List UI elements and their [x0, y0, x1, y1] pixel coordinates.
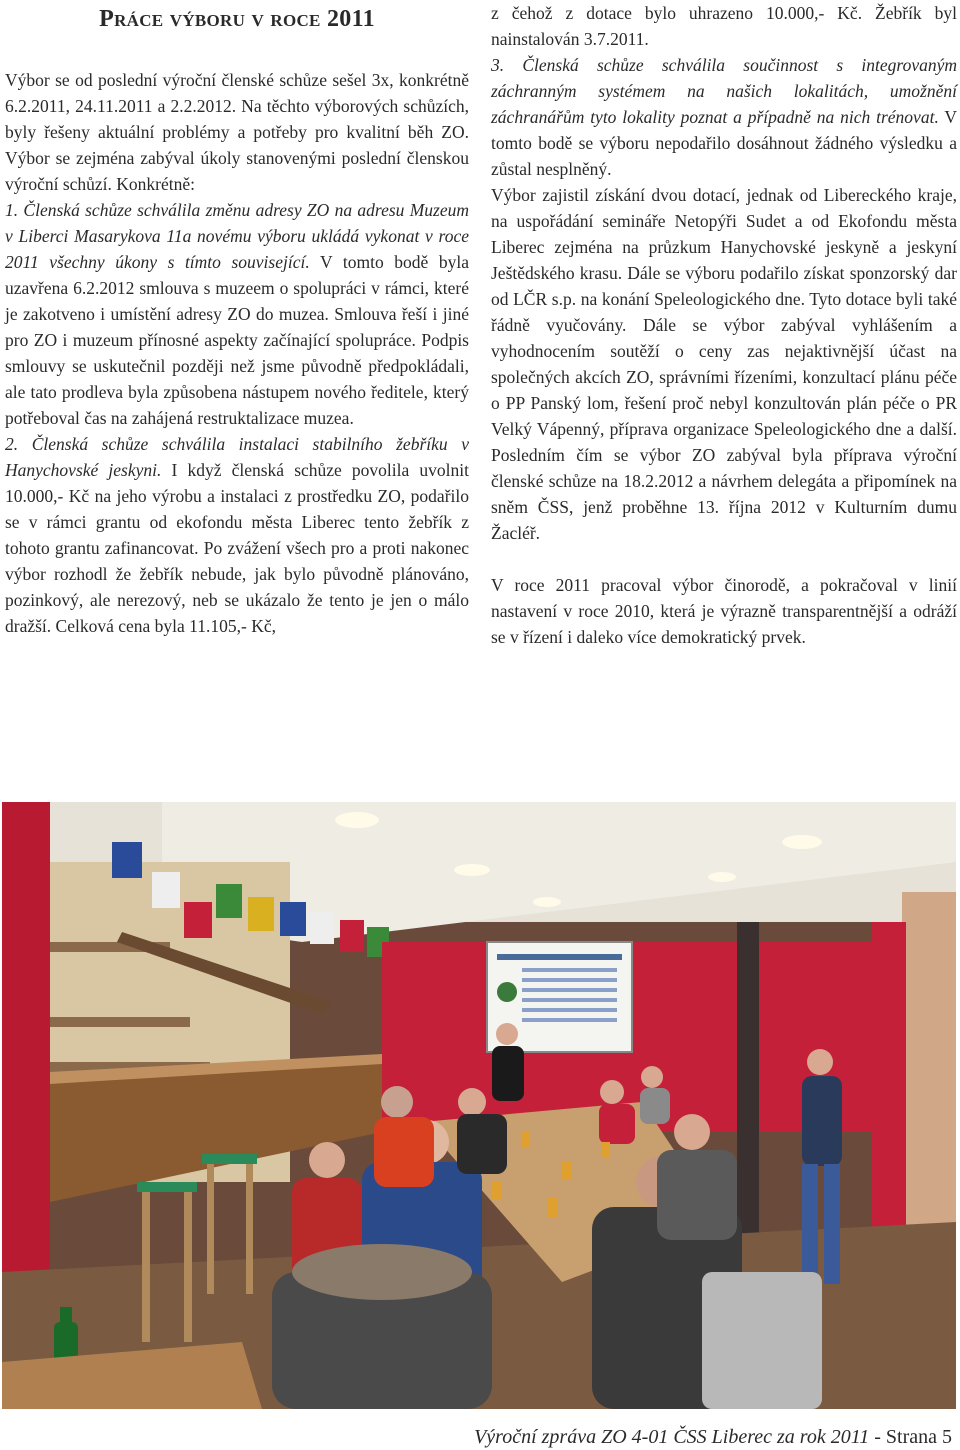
page-footer — [0, 1424, 952, 1450]
grants-paragraph: Výbor zajistil získání dvou dotací, jednak od Libereckého kraje, na uspořádání semináře Netopýři Sudet a od Ekofondu města Liberec zejména na průzkum Hanychovské jeskyně a jeskyní Ještědského krasu. Dále se výboru podařilo získat sponzorský dar od LČR s.p. na konání Speleologického dne. Tyto dotace byli také řádně vyučovány. Dále se výbor zabýval vyhlášením a vyhodnocením soutěží o ceny zas nejaktivnější účast na společných akcích ZO, správními řízeními, konzultací plánu péče o PP Panský lom, řešení proč nebyl konzultován plán péče o PR Velký Vápenný, příprava organizace Speleologického dne a další. Posledním čím se výbor ZO zabýval byla příprava výroční členské schůze na 18.2.2012 a návrhem delegáta a připomínek na sněm ČSS, jenž proběhne 13. října 2012 v Kulturním dumu Žacléř. — [491, 185, 957, 543]
meeting-photo — [2, 802, 956, 1409]
report-title: Výroční zpráva ZO 4-01 ČSS Liberec za rok 2011 — [474, 1426, 870, 1448]
item1-outcome: V tomto bodě byla uzavřena 6.2.2012 smlouva s muzeem o spolupráci v rámci, které je zakotveno i umístění adresy ZO do muzea. Smlouva řeší i jiné pro ZO i muzeum přínosné aspekty začínající spolupráce. Podpis smlouvy se uskutečnil později než jsme původně předpokládali, ale tato prodleva byla způsobena nástupem nového ředitele, který potřeboval čas na zahájená restruktalizace muzea. — [5, 252, 469, 428]
ceiling-light — [533, 897, 561, 907]
title-spacer — [5, 34, 469, 67]
item1-resolution: 1. Členská schůze schválila změnu adresy ZO na adresu Muzeum v Liberci Masarykova 11a novému výboru ukládá vykonat v roce 2011 všechny úkony s tímto související. — [5, 200, 469, 272]
section-title: Práce výboru v roce 2011 — [99, 6, 375, 32]
continuation-text: z čehož z dotace bylo uhrazeno 10.000,- Kč. Žebřík byl nainstalován 3.7.2011. — [491, 3, 957, 49]
intro-text: Výbor se od poslední výroční členské schůze sešel 3x, konkrétně 6.2.2011, 24.11.2011 a 2.2.2012. Na těchto výborových schůzích, byly řešeny aktuální problémy a potřeby pro kvalitní běh ZO. Výbor se zejména zabýval úkoly stanovenými poslední členskou výroční schůzí. Konkrétně: — [5, 70, 469, 194]
summary-paragraph: V roce 2011 pracoval výbor činorodě, a pokračoval v linií nastavení v roce 2010, která je výrazně transparentnější a odráží se v řízení i daleko více demokratický prvek. — [491, 575, 957, 647]
item3-outcome: V tomto bodě se výboru nepodařilo dosáhnout žádného výsledku a zůstal nesplněný. — [491, 107, 958, 179]
ceiling-light — [708, 872, 736, 882]
bottle-neck — [60, 1307, 72, 1327]
left-column — [5, 0, 469, 639]
item2-resolution: 2. Členská schůze schválila instalaci stabilního žebříku v Hanychovské jeskyni. — [5, 434, 469, 480]
right-red-pillar — [872, 922, 906, 1262]
continuation-paragraph — [491, 0, 957, 546]
meeting-photo-illustration — [2, 802, 956, 1409]
right-column — [491, 0, 957, 650]
item2-outcome: I když členská schůze povolila uvolnit 10.000,- Kč na jeho výrobu a instalaci z prostředku ZO, podařilo se v rámci grantu od ekofondu města Liberec tento žebřík z tohoto grantu zafinancovat. Po zvážení všech pro a proti nakonec výbor rozhodl že žebřík nebude, jak bylo původně plánováno, pozinkový, ale nerezový, neb se ukázalo že tento je jen o málo dražší. Celková cena byla 11.105,- Kč, — [5, 460, 469, 636]
page-number: Strana 5 — [885, 1426, 952, 1448]
paragraph-gap — [491, 546, 957, 572]
ceiling-light — [335, 812, 379, 828]
shelf — [50, 1017, 190, 1027]
ceiling-light — [454, 864, 490, 876]
intro-paragraph — [5, 67, 469, 639]
item3-resolution: 3. Členská schůze schválila součinnost s integrovaným záchranným systémem na našich lokalitách, umožnění záchranářům tyto lokality poznat a případně na nich trénovat. — [491, 55, 957, 127]
footer-separator: - — [869, 1426, 886, 1448]
projected-logo — [497, 982, 517, 1002]
projected-title-bar — [497, 954, 622, 960]
ceiling-light — [782, 835, 822, 849]
